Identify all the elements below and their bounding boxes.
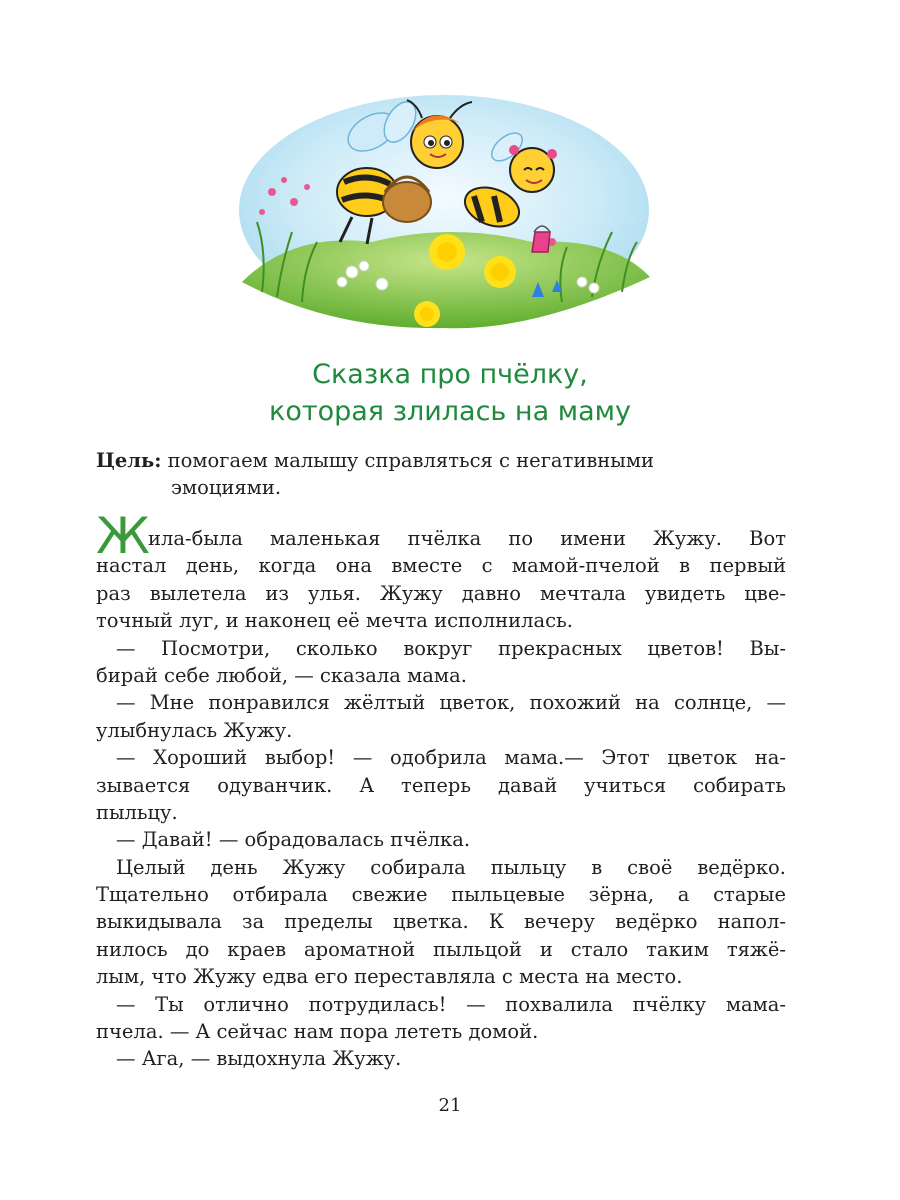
drop-cap: Ж <box>96 507 150 565</box>
story-line: бирай себе любой, — сказала мама. <box>96 663 467 687</box>
story-line-text: ила-была маленькая пчёлка по имени Жужу. Вот <box>148 527 786 550</box>
story-line: пыльцу. <box>96 800 178 824</box>
goal-label: Цель: <box>96 449 162 472</box>
goal-line-1 <box>96 447 796 474</box>
story-title-line-1: Сказка про пчёлку, <box>312 359 588 390</box>
story-line: — Посмотри, сколько вокруг прекрасных цветов! Вы- <box>116 636 786 660</box>
story-line <box>96 507 786 565</box>
bees-illustration <box>232 92 657 332</box>
story-line: настал день, когда она вместе с мамой-пчелой в первый <box>96 554 786 578</box>
story-line: выкидывала за пределы цветка. К вечеру ведёрко напол- <box>96 910 786 934</box>
goal-text-2: эмоциями. <box>171 476 282 499</box>
story-line: — Ты отлично потрудилась! — похвалила пчёлку мама- <box>116 992 786 1016</box>
story-line: лым, что Жужу едва его переставляла с места на место. <box>96 965 683 989</box>
story-title-line-2: которая злилась на маму <box>269 396 631 427</box>
story-line: — Ага, — выдохнула Жужу. <box>116 1047 402 1071</box>
goal-block <box>96 447 796 501</box>
story-line: Тщательно отбирала свежие пыльцевые зёрна, а старые <box>96 883 786 907</box>
story-body <box>96 507 786 1073</box>
story-line: улыбнулась Жужу. <box>96 718 293 742</box>
page-number: 21 <box>438 1095 462 1116</box>
story-line: Целый день Жужу собирала пыльцу в своё ведёрко. <box>116 855 786 879</box>
story-line: — Мне понравился жёлтый цветок, похожий на солнце, — <box>116 691 786 715</box>
story-line: раз вылетела из улья. Жужу давно мечтала увидеть цве- <box>96 581 786 605</box>
story-title <box>0 356 900 430</box>
story-line: пчела. — А сейчас нам пора лететь домой. <box>96 1020 539 1044</box>
story-line: нилось до краев ароматной пыльцой и стало таким тяжё- <box>96 937 786 961</box>
story-line: точный луг, и наконец её мечта исполнилась. <box>96 609 573 633</box>
story-line: — Хороший выбор! — одобрила мама.— Этот цветок на- <box>116 746 786 770</box>
story-line: — Давай! — обрадовалась пчёлка. <box>116 828 471 852</box>
story-line: зывается одуванчик. А теперь давай учиться собирать <box>96 773 786 797</box>
goal-text-1: помогаем малышу справляться с негативными <box>161 449 654 472</box>
